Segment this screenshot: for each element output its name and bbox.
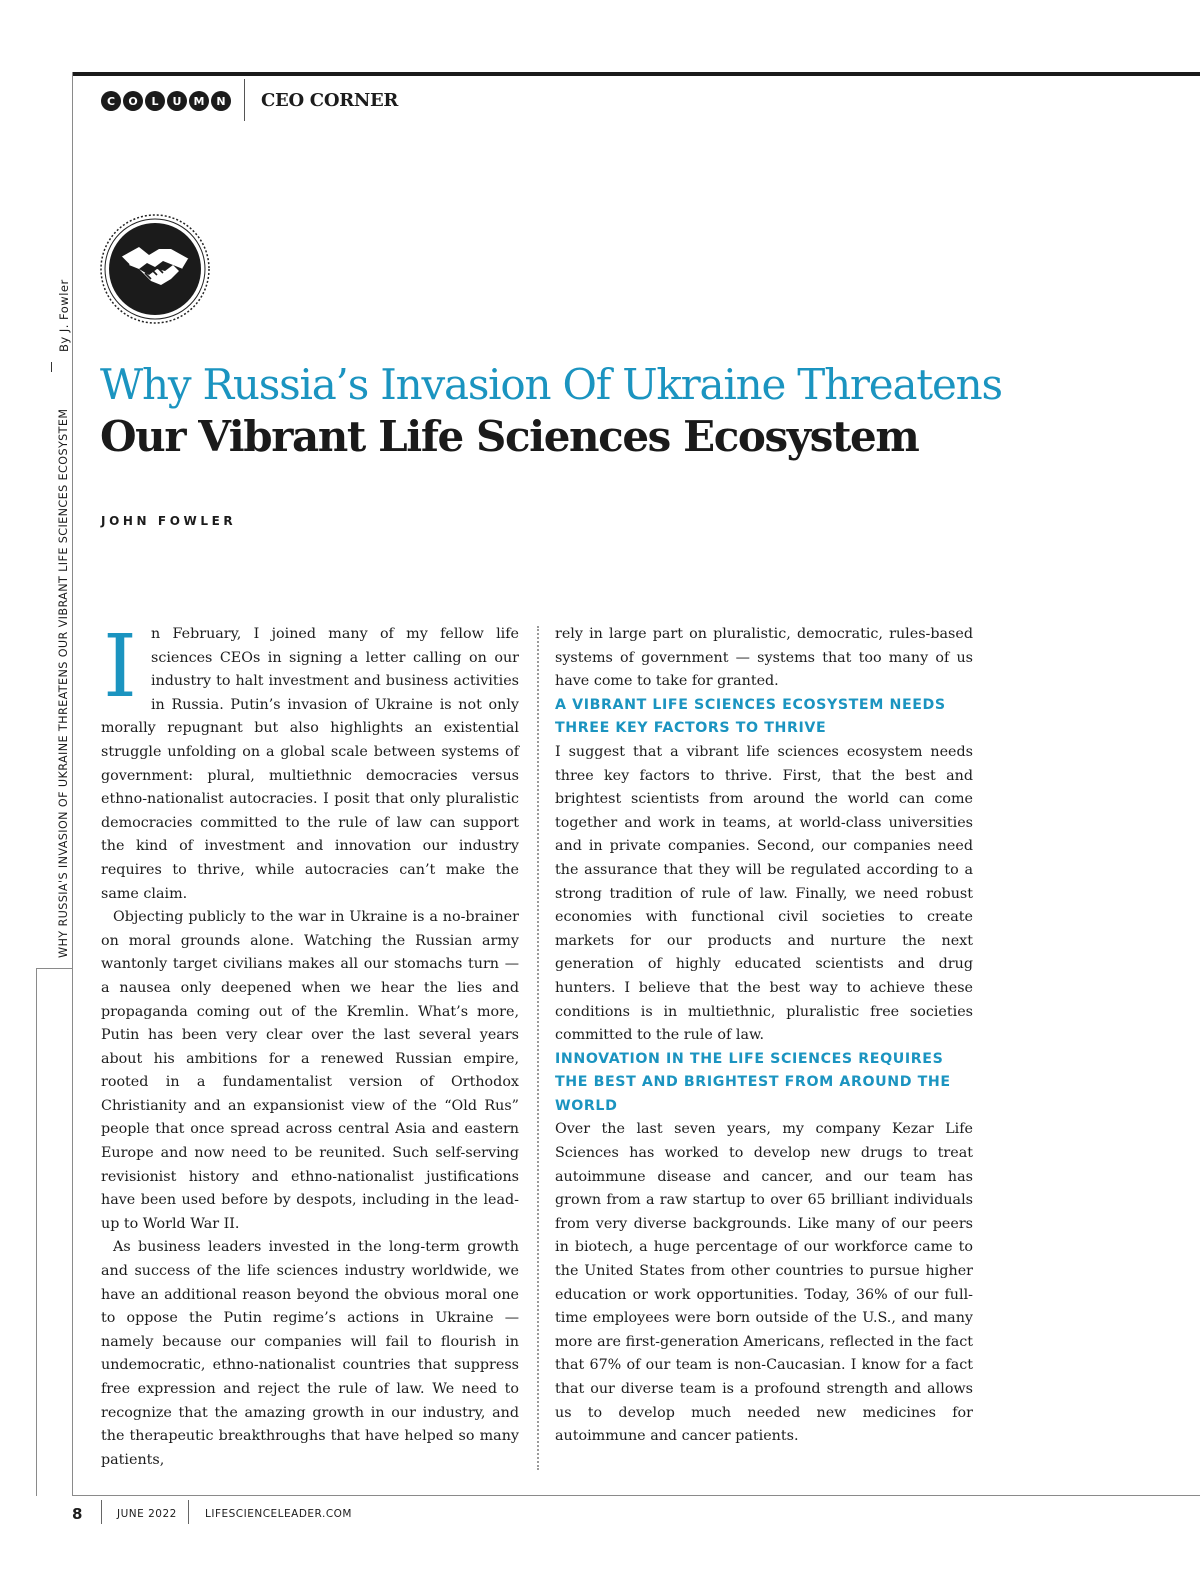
- sidebar-article-title: WHY RUSSIA'S INVASION OF UKRAINE THREATENS OUR VIBRANT LIFE SCIENCES ECOSYSTEM: [57, 408, 70, 958]
- subheading: INNOVATION IN THE LIFE SCIENCES REQUIRES THE BEST AND BRIGHTEST FROM AROUND THE WORLD: [555, 1050, 951, 1114]
- badge-letter: M: [189, 91, 209, 111]
- article-column-left: [101, 617, 519, 1472]
- paragraph: Over the last seven years, my company Kezar Life Sciences has worked to develop new drugs to treat autoimmune disease and cancer, and our team has grown from a raw startup to over 65 brilliant individuals from very diverse backgrounds. Like many of our peers in biotech, a huge percentage of our workforce came to the United States from other countries to pursue higher education or work opportunities. Today, 36% of our full-time employees were born outside of the U.S., and many more are first-generation Americans, reflected in the fact that 67% of our team is non-Caucasian. I know for a fact that our diverse team is a profound strength and allows us to develop much needed new medicines for autoimmune and cancer patients.: [555, 1121, 973, 1445]
- footer-divider: [188, 1500, 189, 1524]
- sidebar-divider: [51, 362, 52, 372]
- sidebar-hook-line: [36, 968, 37, 1496]
- left-margin-rule: [72, 72, 73, 1496]
- paragraph: I suggest that a vibrant life sciences ecosystem needs three key factors to thrive. First, that the best and brightest scientists from around the world can come together and work in teams, at world-class universities and in private companies. Second, our companies need the assurance that they will be regulated according to a strong tradition of rule of law. Finally, we need robust economies with functional civil societies to create markets for our products and nurture the next generation of highly educated scientists and drug hunters. I believe that the best way to achieve these conditions is in multiethnic, pluralistic free societies committed to the rule of law.: [555, 743, 973, 1044]
- paragraph-text: n February, I joined many of my fellow life sciences CEOs in signing a letter calling on our industry to halt investment and business activities in Russia. Putin’s invasion of Ukraine is not only morally repugnant but also highlights an existential struggle unfolding on a global scale between systems of government: plural, multiethnic democracies versus ethno-nationalist autocracies. I posit that only pluralistic democracies committed to the rule of law can support the kind of investment and innovation our industry requires to thrive, while autocracies can’t make the same claim.: [101, 626, 519, 902]
- paragraph: Objecting publicly to the war in Ukraine is a no-brainer on moral grounds alone. Watching the Russian army wantonly target civilians makes all our stomachs turn — a nausea only deepened when we hear the lies and propaganda coming out of the Kremlin. What’s more, Putin has been very clear over the last several years about his ambitions for a renewed Russian empire, rooted in a fundamentalist version of Orthodox Christianity and an expansionist view of the “Old Rus” people that once spread across central Asia and eastern Europe and now need to be reunited. Such self-serving revisionist history and ethno-nationalist justifications have been used before by despots, including in the lead-up to World War II.: [101, 909, 519, 1232]
- sidebar-byline: By J. Fowler: [57, 279, 71, 352]
- author-byline: JOHN FOWLER: [101, 514, 237, 528]
- column-badge: [101, 91, 231, 111]
- handshake-icon: [99, 213, 211, 325]
- headline-line-2: Our Vibrant Life Sciences Ecosystem: [100, 412, 919, 461]
- footer-divider: [101, 1500, 102, 1524]
- badge-letter: L: [145, 91, 165, 111]
- headline-line-1: Why Russia’s Invasion Of Ukraine Threatens: [100, 360, 1002, 409]
- column-divider: [537, 626, 539, 1470]
- paragraph: rely in large part on pluralistic, democratic, rules-based systems of government — systems that too many of us have come to take for granted.: [555, 626, 973, 690]
- badge-letter: U: [167, 91, 187, 111]
- top-rule: [72, 72, 1200, 76]
- footer-rule: [72, 1495, 1200, 1496]
- badge-letter: N: [211, 91, 231, 111]
- page-number: 8: [72, 1505, 83, 1523]
- sidebar-hook-line: [36, 968, 72, 969]
- issue-date: JUNE 2022: [117, 1508, 177, 1520]
- badge-letter: C: [101, 91, 121, 111]
- badge-letter: O: [123, 91, 143, 111]
- paragraph: [101, 617, 519, 906]
- drop-cap: I: [103, 617, 137, 717]
- section-title: CEO CORNER: [261, 90, 399, 111]
- vertical-sidebar: [0, 0, 72, 1582]
- paragraph: As business leaders invested in the long-term growth and success of the life sciences industry worldwide, we have an additional reason beyond the obvious moral one to oppose the Putin regime’s actions in Ukraine — namely because our companies will fail to flourish in undemocratic, ethno-nationalist countries that suppress free expression and reject the rule of law. We need to recognize that the amazing growth in our industry, and the therapeutic breakthroughs that have helped so many patients,: [101, 1239, 519, 1468]
- article-column-right: [555, 623, 973, 1449]
- website-link[interactable]: LIFESCIENCELEADER.COM: [205, 1508, 352, 1520]
- header-divider: [244, 79, 245, 121]
- subheading: A VIBRANT LIFE SCIENCES ECOSYSTEM NEEDS THREE KEY FACTORS TO THRIVE: [555, 696, 946, 737]
